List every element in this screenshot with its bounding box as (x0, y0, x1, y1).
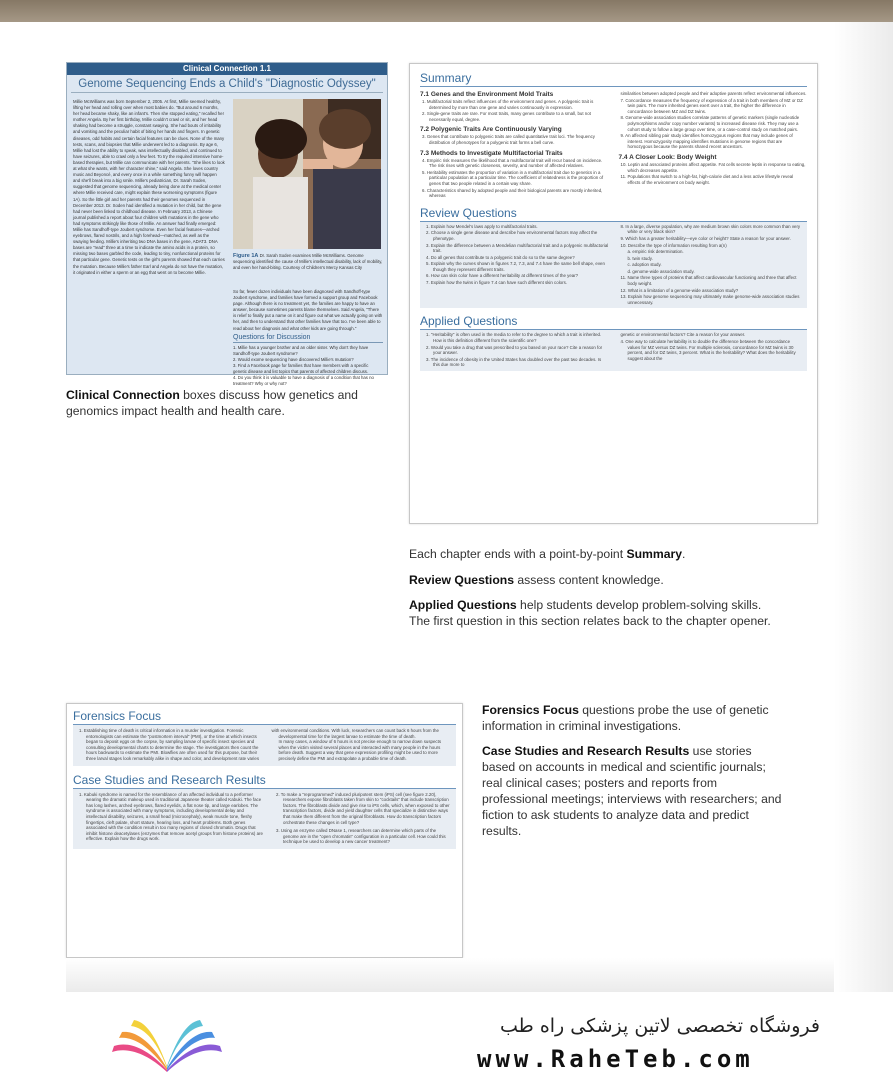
figure-label: Figure 1A (233, 253, 259, 259)
case-title: Case Studies and Research Results (73, 772, 456, 789)
website-url[interactable]: www.RaheTeb.com (477, 1045, 754, 1073)
summary-heading: 7.1 Genes and the Environment Mold Traits (420, 91, 554, 98)
applied-item: 2. Would you take a drug that was prescribed to you based on your race? Cite a reason for your answer. (426, 344, 603, 356)
caption-bold: Review Questions (409, 573, 514, 587)
right-shade (834, 22, 893, 992)
question-item: 3. Find a Facebook page for families that have members with a specific genetic disease and list topics that parents of affected children discuss. (233, 363, 369, 375)
applied-caption (409, 597, 774, 629)
cc-body-2-text: So far, fewer dozen individuals have been diagnosed with Sandhoff-type Joubert syndrome, and families have formed a support group and Facebook page. Although there is no treatment yet, the families are happy to have an answer, because sometimes parents blame themselves. Said Angela, "There is relief to finally put a name on it and figure out what we actually going on with her, and then to understand that other families have that too. I've been able to read about her diagnosis and what other kids are going through." (233, 289, 383, 331)
caption-text: help students develop problem-solving skills. The first question in this section relates back to the chapter opener. (409, 598, 771, 628)
caption-text: assess content knowledge. (513, 573, 664, 587)
persian-store-name: فروشگاه تخصصی لاتین پزشکی راه طب (500, 1015, 820, 1037)
summary-item: 2. Single-gene traits are rare. For most traits, many genes contribute to a small, but not necessarily equal, degree. (422, 111, 591, 122)
applied-item: 3. The incidence of obesity in the United States has doubled over the past two decades. Is this due more to (426, 356, 602, 368)
bottom-shade (66, 958, 834, 992)
applied-item: genetic or environmental factors? Cite a reason for your answer. (620, 332, 746, 338)
review-item: 4. Do all genes that contribute to a polygenic trait do so to the same degree? (426, 254, 575, 260)
review-title: Review Questions (420, 205, 807, 222)
review-item: 5. Explain why the curves shown in figures 7.2, 7.3, and 7.4 have the same bell shape, even though they represent different traits. (426, 261, 605, 272)
forensics-page (66, 703, 463, 958)
caption-text: boxes discuss how genetics and genomics impact health and health care. (66, 388, 358, 418)
cc-title: Genome Sequencing Ends a Child's "Diagnostic Odyssey" (71, 75, 383, 93)
forensics-left: 1. Establishing time of death is critical information in a murder investigation. Forensic entomologists can estimate the "postmortem interval" (PMI), or the time at which insects began to deposit eggs on the corpse, by sampling larvae of specific insect species and consulting developmental charts to determine the stage. The investigators then count the hours backwards to estimate the PMI. Blowflies are often used for this purpose, but their three larval stages look remarkably alike in shape and color, and development rate varies (79, 728, 260, 761)
book-logo-icon (106, 1012, 228, 1076)
review-item: 2. Choose a single gene disease and describe how environmental factors may affect the phenotype. (426, 230, 598, 241)
top-bar (0, 0, 893, 22)
caption-bold: Forensics Focus (482, 703, 579, 717)
summary-item: 8. Genome-wide association studies correlate patterns of genetic markers (single nucleotide polymorphisms and/or copy number variants) to increased disease risk. They may use a cohort study to follow a large group over time, or a case-control study on matched pairs. (620, 115, 800, 132)
review-item: 11. Name three types of proteins that affect cardiovascular functioning and three that affect body weight. (620, 275, 797, 287)
caption-bold: Case Studies and Research Results (482, 744, 690, 758)
review-item: 9. Which has a greater heritability—eye color or height? State a reason for your answer. (620, 235, 791, 241)
summary-item: 1. Multifactorial traits reflect influences of the environment and genes. A polygenic trait is determined by more than one gene and varies continuously in expression. (422, 99, 594, 110)
review-caption (409, 572, 829, 588)
summary-right (619, 87, 808, 200)
summary-item: 7. Concordance measures the frequency of expression of a trait in both members of MZ or DZ twin pairs. The more inherited genes exert over a trait, the higher the difference in concordance between MZ and DZ twins. (620, 97, 803, 114)
review-item: 13. Explain how genome sequencing may ultimately make genome-wide association studies unnecessary. (620, 294, 800, 305)
applied-right (619, 332, 804, 369)
review-item: 10. Describe the type of information resulting from a(n) (620, 242, 727, 248)
caption-bold: Clinical Connection (66, 388, 180, 402)
summary-item: 10. Leptin and associated proteins affect appetite. Fat cells secrete leptin in response to eating, which decreases appetite. (620, 161, 806, 173)
review-item: 3. Explain the difference between a Mendelian multifactorial trait and a polygenic multifactorial trait. (426, 242, 609, 254)
cc-body: Millie McWilliams was born September 2, 2005. At first, Millie seemed healthy, lifting her head and rolling over when most babies do. "But around 6 months, her head became shaky, like an infant's. Then she stopped eating," recalled her mother Angela. By her first birthday, Millie couldn't crawl or sit, and her head shaking had become a struggle, constant swaying. She had bouts of irritability and vomiting and the peculiar habit of biting her hands and fingers. In genetic diseases, odd habits and certain facial features can be clues. None of the many tests, scans, and biopsies that Millie underwent led to a diagnosis. By age 6, Millie had lost the ability to speak, was intellectually disabled, and continued to have seizures, able to crawl only a few feet. To try the required intensive home-based therapies, but Millie can communicate with her parents. "She likes to look at what she wants, with her character shine," said Angela. She loves country music and Beyoncé, and every once in a while something funny will happen and she'll break into a big smile. Millie's pediatrician, Dr. Sarah Soden, suggested that genome sequencing, already being done at the medical center where Millie received care, might explain these worsening symptoms (figure 1A). So the little girl and her parents had their genomes sequenced in December 2013. Dr. Soden had identified a mutation in her child, but the gene had never been linked to childhood disease. In February 2013, a Chinese journal published a report about four children with mutations in the gene who had symptoms strikingly like those of Millie. An answer had finally emerged: Millie has Sandhoff-type Joubert syndrome. Even her facial features—arched eyebrows, flared nostrils, and a high forehead—matched, as well as the swaying feeding. Millie's inheriting two DNA bases in the gene, ADAT3. DNA bases are "read" three at a time to indicate the amino acids in a protein, so missing two bases garbled the code, leading to tiny, nonfunctional proteins for that particular gene. Genetic tests on the girl's parents showed that each carries the mutation. Because Millie's father Earl and Angela do not have the mutation, it originated in either a sperm or an egg that went on to become Millie. (73, 99, 225, 275)
summary-item: 5. Heritability estimates the proportion of variation in a multifactorial trait due to genetics in a particular population at a particular time. The coefficient of relatedness is the proportion of genes that two people related in a certain way share. (422, 169, 604, 186)
forensics-caption (482, 702, 782, 734)
case-item: 3. Using an enzyme called DNase 1, researchers can determine which parts of the genome are in the "open chromatin" configuration in a particular cell. How could this technique be used to develop a new cancer treatment? (276, 828, 446, 845)
review-subitem: d. genome-wide association study. (627, 268, 695, 274)
summary-page (409, 63, 818, 524)
caption-text: questions probe the use of genetic information in criminal investigations. (482, 703, 769, 733)
summary-heading: 7.2 Polygenic Traits Are Continuously Varying (420, 126, 562, 134)
applied-item: 4. One way to calculate heritability is to double the difference between the concordance values for MZ versus DZ twins. For multiple sclerosis, concordance for MZ twins is 30 percent, and for DZ twins, 3 percent. What is the heritability? What does the heritability suggest about the (620, 339, 796, 361)
question-item: 4. Do you think it is valuable to have a diagnosis of a condition that has no treatment? Why or why not? (233, 375, 374, 387)
caption-text: use stories based on accounts in medical and scientific journals; real clinical cases; posters and reports from professional meetings; interviews with researchers; and fiction to ask students to analyze data and predict results. (482, 744, 782, 838)
case-caption (482, 743, 782, 839)
doctor-patient-image (233, 99, 381, 249)
review-item: 7. Explain how the twins in figure 7.4 can have such different skin colors. (426, 280, 567, 286)
summary-title: Summary (420, 70, 807, 87)
summary-item: 9. An affected sibling pair study identifies homozygous regions that may include genes of interest. Homozygosity mapping identifies mutations in genome regions that are homozygous because the parents shared recent ancestors. (620, 133, 793, 150)
summary-item: 4. Empiric risk measures the likelihood that a multifactorial trait will recur based on incidence. The risk rises with genetic closeness, severity, and number of affected relatives. (422, 157, 603, 169)
question-item: 2. Would exome sequencing have discovered Millie's mutation? (233, 356, 354, 362)
question-item: 1. Millie has a younger brother and an older sister. Why don't they have Sandhoff-type Joubert syndrome? (233, 344, 369, 356)
case-left: 1. Kabuki syndrome is named for the resemblance of an affected individual to a performer wearing the dramatic makeup used in traditional Japanese theater called Kabuki. The face has long lashes, arched eyebrows, flared eyelids, a flat nose tip, and large earlobes. The syndrome is associated with many symptoms, including developmental delay and intellectual disability, seizures, a small head (microcephaly), weak muscle tone, fleshy fingertips, cleft palate, short stature, hearing loss, and heart problems. Both genes associated with the condition result in too many regions of closed chromatin. Drugs that inhibit histone deacetylases (enzymes that remove acetyl groups from histone proteins) are effective. Explain how the drugs work. (79, 791, 263, 842)
caption-text: . (682, 547, 686, 561)
forensics-right: with environmental conditions. With luck, researchers can count back 6 hours from the developmental time for the largest larvae to estimate the time of death. In many cases, a window of 6 hours is not precise enough to narrow down suspects when the victim visited several places and interacted with many people in the hours before death. Suggest a way that gene expression profiling might be used to more precisely define the PMI and extrapolate a probable time of death. (271, 728, 442, 761)
caption-bold: Applied Questions (409, 598, 517, 612)
summary-item: 6. Characteristics shared by adopted people and their biological parents are mostly inherited, whereas (422, 187, 603, 199)
summary-item: 3. Genes that contribute to polygenic traits are called quantitative trait loci. The frequency distribution of phenotypes for a polygenic trait forms a bell curve. (422, 134, 595, 145)
review-subitem: a. empiric risk determination. (627, 249, 684, 255)
review-right (619, 224, 804, 307)
review-item: 6. How can skin color have a different heritability at different times of the year? (426, 273, 579, 279)
case-right (274, 792, 452, 846)
clinical-connection-box (66, 62, 388, 387)
caption-text: Each chapter ends with a point-by-point (409, 547, 627, 561)
applied-left (424, 332, 609, 369)
review-subitem: c. adoption study. (627, 262, 662, 268)
forensics-band (73, 725, 456, 766)
review-left (424, 224, 609, 307)
clinical-connection-caption (66, 387, 396, 419)
summary-heading: 7.4 A Closer Look: Body Weight (618, 153, 717, 161)
review-item: 1. Explain how Mendel's laws apply to multifactorial traits. (426, 223, 538, 229)
review-band (420, 222, 807, 309)
summary-caption (409, 546, 829, 562)
figure-caption (233, 253, 383, 271)
summary-item: 11. Populations that switch to a high-fat, high-calorie diet and a less active lifestyle reveal effects of the environment on body weight. (620, 174, 794, 185)
cc-body-2 (233, 289, 383, 387)
caption-bold: Summary (626, 547, 683, 561)
summary-left (420, 87, 609, 200)
case-band (73, 789, 456, 849)
forensics-title: Forensics Focus (73, 708, 456, 725)
figure-caption-text: Dr. Sarah Soden examines Millie McWilliams. Genome sequencing identified the cause of Millie's intellectual disability, lack of mobility, and even her hand-biting. Courtesy of Children's Mercy Kansas City (233, 253, 383, 271)
review-item: 12. What is a limitation of a genome-wide association study? (620, 287, 739, 293)
review-item: 8. In a large, diverse population, why are medium brown skin colors more common than very white or very black skin? (620, 223, 801, 235)
applied-title: Applied Questions (420, 313, 807, 330)
summary-heading: 7.3 Methods to Investigate Multifactorial Traits (420, 149, 563, 157)
summary-item: similarities between adopted people and their adoptive parents reflect environmental influences. (620, 91, 807, 96)
applied-band (420, 330, 807, 371)
case-item: 2. To make a "reprogrammed" induced pluripotent stem (iPS) cell (see figure 2.20), researchers expose fibroblasts taken from skin to "cocktails" that include transcription factors. The fibroblasts divide and give rise to iPS cells, which, when exposed to other transcription factors, divide and yield daughter cells that specialize in distinctive ways that make them different from the original fibroblasts. How do transcription factors orchestrate these changes in cell type? (276, 791, 450, 825)
cc-header: Clinical Connection 1.1 (67, 63, 387, 75)
review-subitem: b. twin study. (627, 255, 653, 261)
cc-photo (233, 99, 381, 249)
questions-title: Questions for Discussion (233, 335, 383, 343)
applied-item: 1. "Heritability" is often used in the media to refer to the degree to which a trait is inherited. How is this definition different from the scientific one? (426, 332, 602, 344)
